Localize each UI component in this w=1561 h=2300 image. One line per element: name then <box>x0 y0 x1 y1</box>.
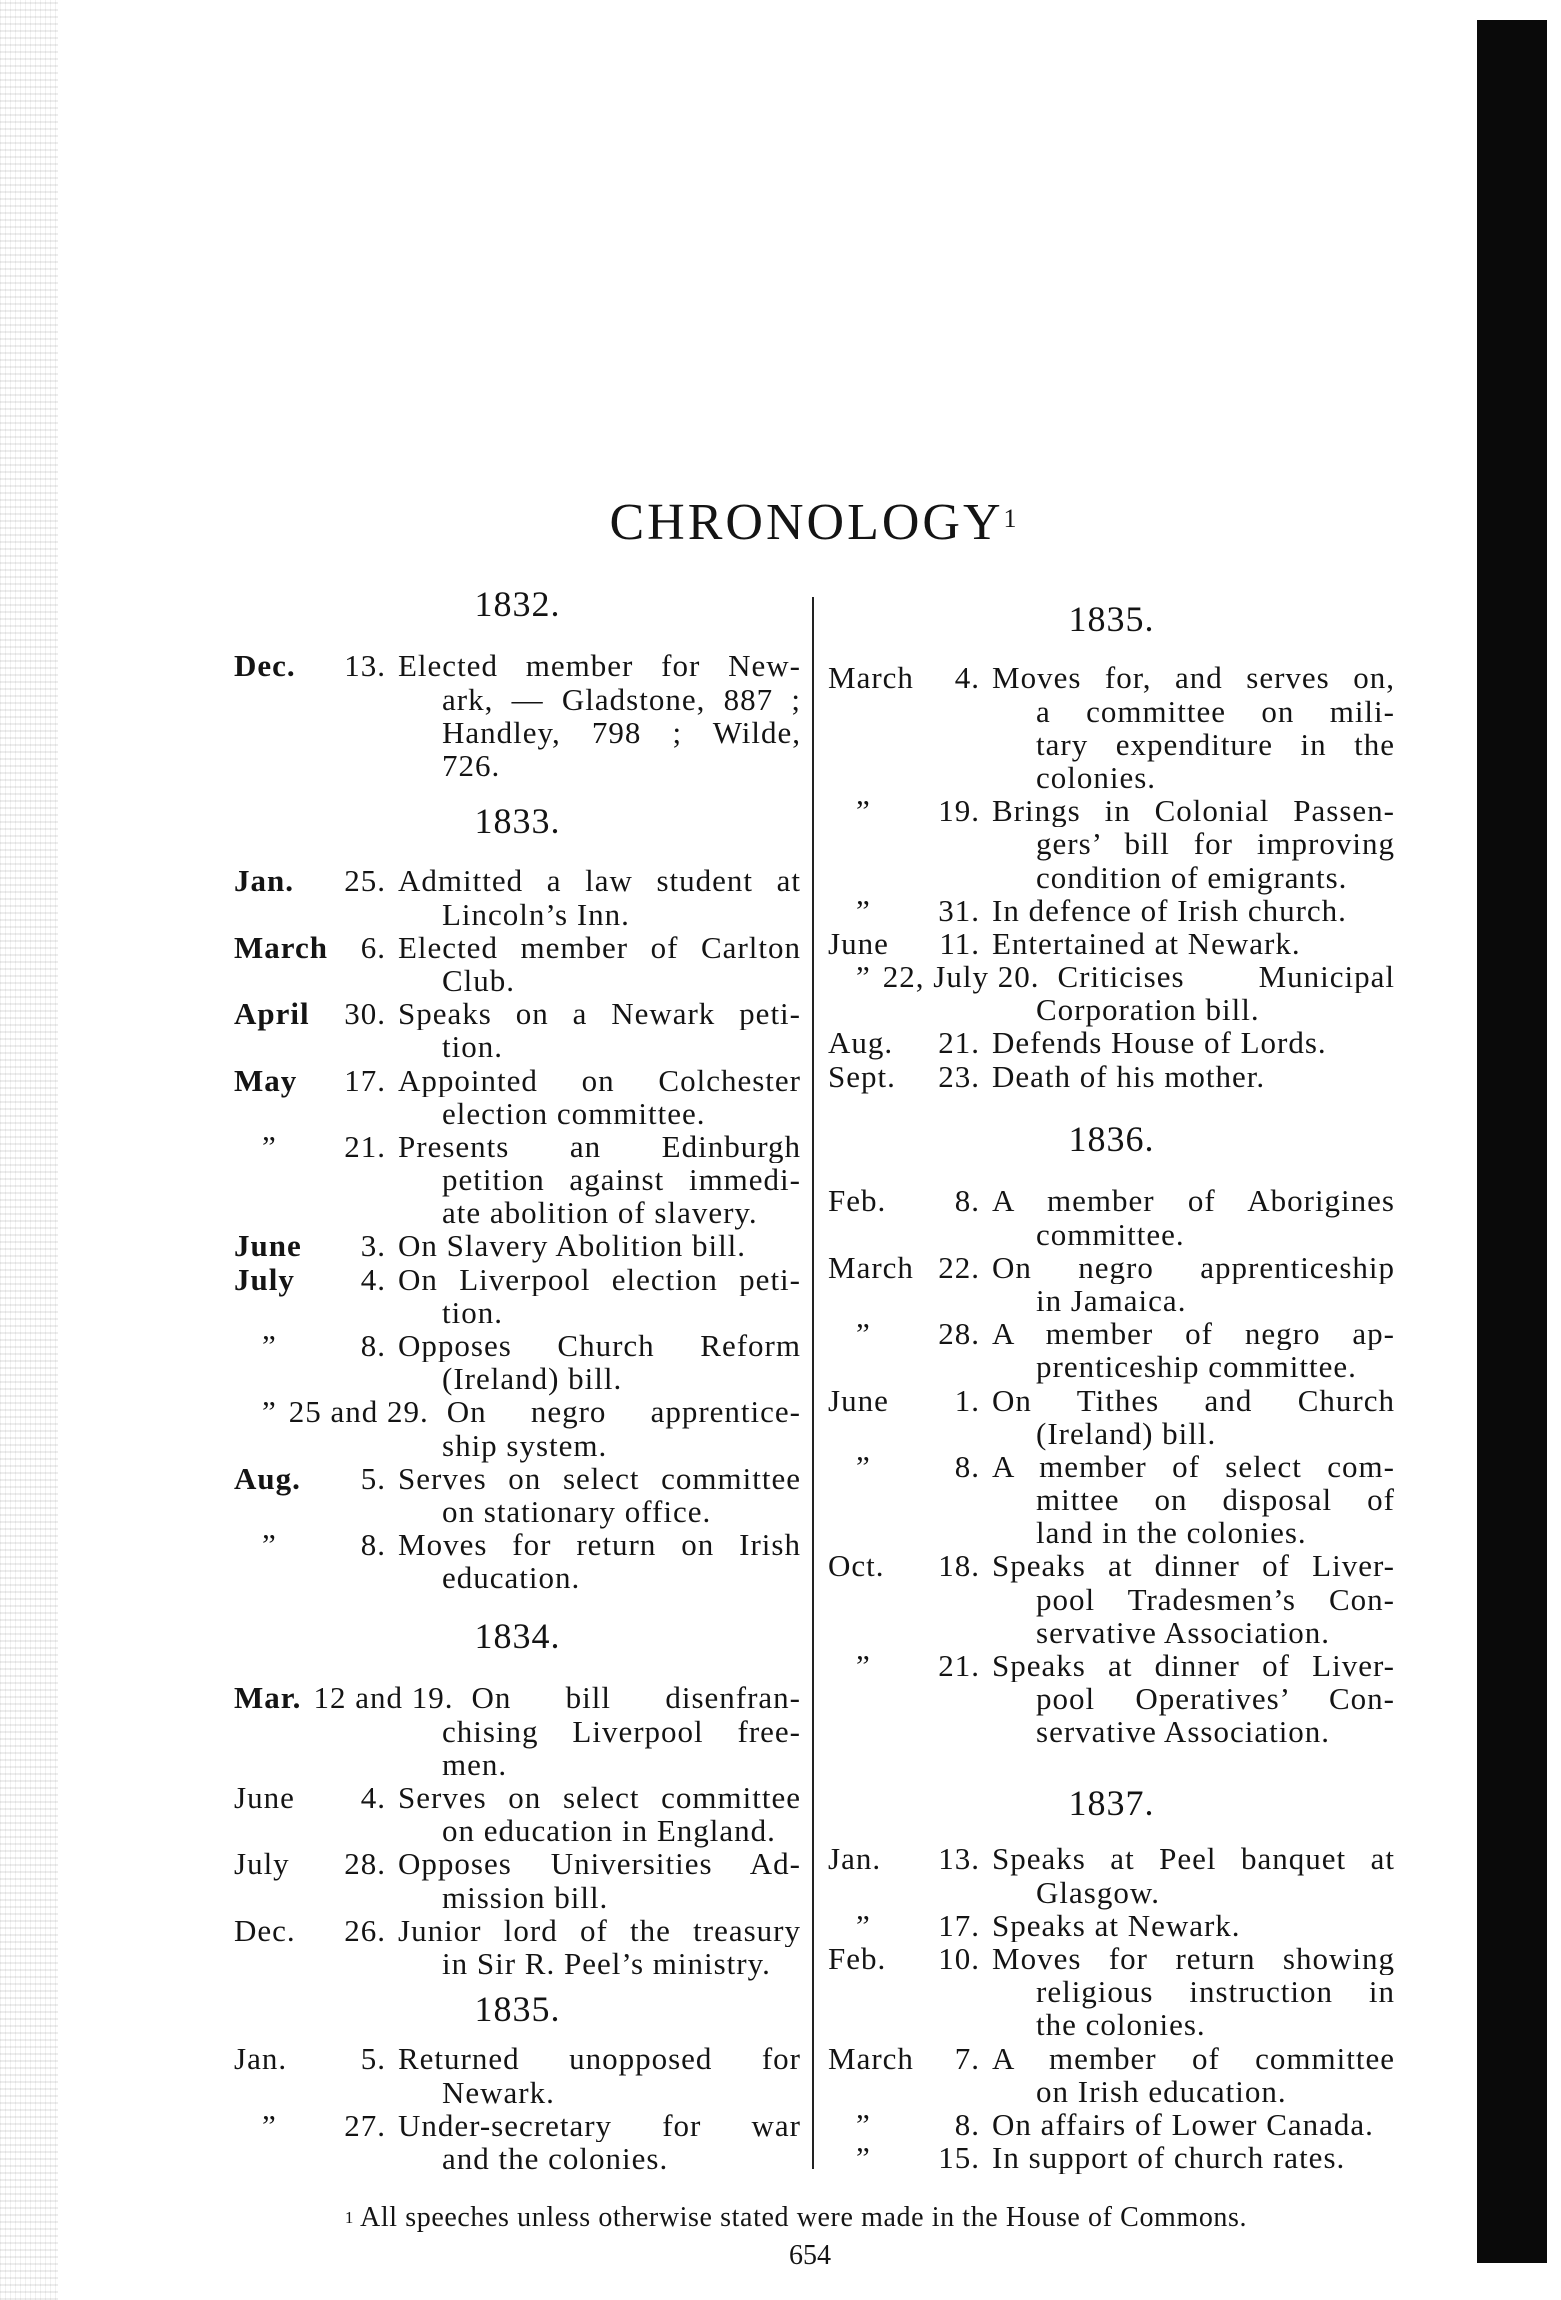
year-heading: 1835. <box>1068 599 1155 639</box>
entry-first-line <box>828 1450 1395 1483</box>
entry-text-continuation: servative Association. <box>1036 1714 1331 1750</box>
entry-list <box>234 2042 801 2175</box>
chronology-entry <box>828 1649 1395 1749</box>
entry-text: On bill disenfran- <box>471 1681 801 1715</box>
entry-list <box>234 649 801 782</box>
entry-day: 15. <box>938 2140 980 2176</box>
entry-month: Mar. <box>234 1680 302 1716</box>
entry-text-continuation: petition against immedi- <box>442 1162 801 1198</box>
chronology-entry <box>828 894 1395 927</box>
entry-day: 19. <box>938 793 980 829</box>
entry-day: 8. <box>954 1448 980 1484</box>
entry-text: On negro apprenticeship <box>992 1250 1395 1284</box>
entry-day: 8. <box>360 1328 386 1364</box>
entry-day: 13. <box>938 1841 980 1877</box>
entry-first-line <box>828 960 1395 993</box>
chronology-entry <box>828 1026 1395 1059</box>
chronology-entry <box>234 1847 801 1913</box>
entry-text-continuation: the colonies. <box>1036 2007 1206 2043</box>
chronology-entry <box>828 1384 1395 1450</box>
entry-text: Moves for, and serves on, <box>992 661 1395 695</box>
entry-text-continuation: Newark. <box>442 2074 555 2110</box>
entry-day: 11. <box>939 925 980 961</box>
entry-text-continuation: religious instruction in <box>1036 1974 1395 2010</box>
chronology-entry <box>234 1462 801 1528</box>
entry-text: In defence of Irish church. <box>992 893 1347 927</box>
ditto-mark: ” <box>262 2107 277 2143</box>
chronology-entry <box>234 2109 801 2175</box>
chronology-entry <box>234 864 801 930</box>
entry-text: Speaks at dinner of Liver- <box>992 1649 1395 1683</box>
entry-first-line <box>828 1549 1395 1582</box>
entry-text-continuation: education. <box>442 1560 581 1596</box>
entry-list <box>828 1184 1395 1748</box>
entry-text: A member of select com- <box>992 1449 1395 1484</box>
chronology-entry <box>828 1909 1395 1942</box>
entry-day: 8. <box>360 1527 386 1563</box>
entry-text-continuation: election committee. <box>442 1095 706 1131</box>
ditto-mark: ” <box>856 793 871 829</box>
entry-text-continuation: condition of emigrants. <box>1036 859 1348 895</box>
chronology-entry <box>234 2042 801 2108</box>
entry-text: Speaks at dinner of Liver- <box>992 1549 1395 1583</box>
entry-text-continuation: Corporation bill. <box>1036 992 1260 1028</box>
entry-text: Presents an Edinburgh <box>398 1129 801 1164</box>
entry-day: 4. <box>360 1261 386 1297</box>
chronology-entry <box>234 1263 801 1329</box>
ditto-mark: ” <box>856 2106 871 2142</box>
entry-text: Entertained at Newark. <box>992 926 1301 961</box>
ditto-mark: ” <box>856 959 871 995</box>
page-title <box>0 490 1561 556</box>
entry-month: Aug. <box>828 1025 894 1061</box>
entry-month: June <box>234 1228 302 1264</box>
entry-day: 31. <box>938 892 980 928</box>
entry-text: Elected member of Carlton <box>398 930 801 964</box>
entry-text: Brings in Colonial Passen- <box>992 794 1395 828</box>
chronology-entry <box>828 1549 1395 1649</box>
entry-text: Junior lord of the treasury <box>398 1913 801 1947</box>
title-text: CHRONOLOGY <box>609 494 1004 551</box>
entry-first-line <box>234 1395 801 1428</box>
entry-month: March <box>828 1249 914 1285</box>
entry-text: Speaks at Peel banquet at <box>992 1842 1395 1876</box>
chronology-entry <box>234 1064 801 1130</box>
entry-text-continuation: (Ireland) bill. <box>1036 1415 1217 1451</box>
year-heading: 1832. <box>474 584 561 624</box>
ditto-mark: ” <box>856 1907 871 1943</box>
entry-text-continuation: on Irish education. <box>1036 2073 1287 2109</box>
entry-day: 6. <box>360 929 386 965</box>
entry-day: 25 and 29. <box>288 1394 429 1430</box>
entry-month: Jan. <box>234 863 294 899</box>
ditto-mark: ” <box>262 1328 277 1364</box>
ditto-mark: ” <box>262 1128 277 1164</box>
entry-first-line <box>234 1528 801 1561</box>
entry-first-line <box>234 1462 801 1495</box>
entry-text-continuation: men. <box>442 1746 508 1782</box>
entry-first-line <box>828 1384 1395 1417</box>
entry-day: 21. <box>938 1648 980 1684</box>
entry-first-line <box>828 794 1395 827</box>
entry-first-line <box>828 894 1395 927</box>
entry-text-continuation: Glasgow. <box>1036 1874 1160 1910</box>
entry-text-continuation: ate abolition of slavery. <box>442 1195 758 1231</box>
ditto-mark: ” <box>856 1316 871 1352</box>
entry-text-continuation: on education in England. <box>442 1813 776 1849</box>
entry-month: May <box>234 1062 298 1098</box>
entry-text-continuation: tion. <box>442 1029 503 1065</box>
entry-text: Elected member for New- <box>398 649 801 683</box>
entry-text: A member of committee <box>992 2041 1395 2075</box>
ditto-mark: ” <box>262 1527 277 1563</box>
entry-day: 21. <box>938 1025 980 1061</box>
entry-first-line <box>234 1263 801 1296</box>
entry-month: June <box>828 1382 889 1418</box>
chronology-entry <box>234 1229 801 1262</box>
entry-first-line <box>828 661 1395 694</box>
entry-month: April <box>234 996 310 1032</box>
entry-text-continuation: land in the colonies. <box>1036 1515 1307 1551</box>
entry-text: On Liverpool election peti- <box>398 1262 801 1296</box>
chronology-entry <box>828 960 1395 1026</box>
entry-day: 12 and 19. <box>313 1680 454 1716</box>
entry-day: 5. <box>360 1460 386 1496</box>
entry-text: Death of his mother. <box>992 1059 1266 1093</box>
entry-day: 27. <box>344 2107 386 2143</box>
entry-text-continuation: 726. <box>442 747 501 783</box>
chronology-entry <box>234 1395 801 1461</box>
entry-first-line <box>234 931 801 964</box>
chronology-entry <box>828 1842 1395 1908</box>
entry-text-continuation: mission bill. <box>442 1879 609 1915</box>
entry-text-continuation: tary expenditure in the <box>1036 726 1395 762</box>
entry-month: March <box>828 660 914 696</box>
chronology-entry <box>828 2108 1395 2141</box>
entry-month: March <box>234 929 328 965</box>
entry-text-continuation: prenticeship committee. <box>1036 1349 1357 1385</box>
ditto-mark: ” <box>262 1394 277 1430</box>
entry-first-line <box>234 1130 801 1163</box>
entry-list <box>234 864 801 1594</box>
entry-first-line <box>828 2042 1395 2075</box>
chronology-entry <box>828 2141 1395 2174</box>
entry-day: 22, July 20. <box>882 959 1040 995</box>
entry-month: Feb. <box>828 1183 887 1219</box>
entry-text-continuation: ark, — Gladstone, 887 ; <box>442 681 801 717</box>
footnote-text: All speeches unless otherwise stated were made in the House of Commons. <box>360 2202 1248 2233</box>
entry-first-line <box>828 1026 1395 1059</box>
entry-first-line <box>828 1251 1395 1284</box>
entry-text-continuation: mittee on disposal of <box>1036 1482 1395 1518</box>
entry-day: 3. <box>360 1228 386 1264</box>
entry-text-continuation: in Jamaica. <box>1036 1282 1187 1318</box>
entry-first-line <box>828 2141 1395 2174</box>
entry-first-line <box>828 927 1395 960</box>
title-footnote-mark: 1 <box>1003 504 1017 533</box>
entry-text-continuation: and the colonies. <box>442 2140 669 2176</box>
ditto-mark: ” <box>856 2140 871 2176</box>
entry-first-line <box>234 2042 801 2075</box>
entry-text-continuation: gers’ bill for improving <box>1036 826 1395 862</box>
column-divider <box>812 597 814 2169</box>
entry-text: On Slavery Abolition bill. <box>398 1229 747 1263</box>
entry-first-line <box>828 2108 1395 2141</box>
chronology-entry <box>234 1528 801 1594</box>
entry-day: 18. <box>938 1548 980 1584</box>
entry-day: 21. <box>344 1128 386 1164</box>
entry-first-line <box>234 1781 801 1814</box>
entry-first-line <box>234 649 801 682</box>
entry-month: Sept. <box>828 1058 896 1094</box>
entry-first-line <box>234 1681 801 1714</box>
entry-day: 1. <box>954 1382 980 1418</box>
entry-first-line <box>234 1847 801 1880</box>
scan-edge-noise <box>0 0 58 2300</box>
chronology-entry <box>828 1184 1395 1250</box>
year-heading: 1834. <box>474 1616 561 1656</box>
entry-month: Jan. <box>828 1841 882 1877</box>
entry-text-continuation: pool Operatives’ Con- <box>1036 1681 1395 1717</box>
entry-text: Appointed on Colchester <box>398 1063 801 1097</box>
chronology-entry <box>828 1317 1395 1383</box>
entry-list <box>828 661 1395 1092</box>
year-heading: 1836. <box>1068 1119 1155 1159</box>
chronology-entry <box>828 1450 1395 1550</box>
entry-month: July <box>234 1261 295 1297</box>
entry-list <box>234 1681 801 1980</box>
entry-month: Oct. <box>828 1548 885 1584</box>
chronology-entry <box>828 1251 1395 1317</box>
entry-day: 28. <box>938 1316 980 1352</box>
entry-day: 4. <box>954 660 980 696</box>
chronology-entry <box>828 794 1395 894</box>
entry-text-continuation: Club. <box>442 962 516 998</box>
entry-text: Moves for return on Irish <box>398 1528 801 1562</box>
entry-text-continuation: a committee on mili- <box>1036 693 1395 729</box>
year-heading: 1837. <box>1068 1783 1155 1823</box>
entry-text-continuation: committee. <box>1036 1216 1185 1252</box>
entry-day: 8. <box>954 2106 980 2142</box>
entry-text-continuation: (Ireland) bill. <box>442 1361 623 1397</box>
entry-text: A member of negro ap- <box>992 1317 1395 1351</box>
entry-day: 28. <box>344 1846 386 1882</box>
entry-first-line <box>234 997 801 1030</box>
entry-month: Jan. <box>234 2041 288 2077</box>
chronology-entry <box>234 1781 801 1847</box>
entry-text: On affairs of Lower Canada. <box>992 2107 1374 2142</box>
entry-month: March <box>828 2040 914 2076</box>
entry-first-line <box>234 1229 801 1262</box>
entry-text-continuation: colonies. <box>1036 759 1157 795</box>
footnote <box>236 2200 1356 2236</box>
entry-text-continuation: ship system. <box>442 1427 608 1463</box>
chronology-entry <box>234 1329 801 1395</box>
ditto-mark: ” <box>856 1448 871 1484</box>
entry-day: 10. <box>938 1940 980 1976</box>
entry-first-line <box>234 1329 801 1362</box>
entry-first-line <box>828 1649 1395 1682</box>
entry-text-continuation: chising Liverpool free- <box>442 1713 801 1749</box>
chronology-entry <box>234 997 801 1063</box>
entry-text-continuation: Lincoln’s Inn. <box>442 896 630 932</box>
entry-text: Criticises Municipal <box>1057 960 1395 994</box>
entry-month: June <box>828 925 889 961</box>
entry-first-line <box>828 1317 1395 1350</box>
entry-first-line <box>234 2109 801 2142</box>
chronology-entry <box>828 927 1395 960</box>
entry-month: June <box>234 1779 295 1815</box>
entry-text: Under-secretary for war <box>398 2108 801 2142</box>
entry-day: 25. <box>344 863 386 899</box>
entry-text-continuation: pool Tradesmen’s Con- <box>1036 1581 1395 1617</box>
entry-text-continuation: Handley, 798 ; Wilde, <box>442 714 801 750</box>
chronology-entry <box>234 649 801 782</box>
entry-day: 13. <box>344 648 386 684</box>
entry-month: Dec. <box>234 1912 296 1948</box>
chronology-entry <box>828 1942 1395 2042</box>
entry-month: Aug. <box>234 1460 301 1496</box>
entry-text-continuation: in Sir R. Peel’s ministry. <box>442 1945 771 1981</box>
entry-text: Serves on select committee <box>398 1780 801 1815</box>
entry-text: Speaks at Newark. <box>992 1908 1241 1942</box>
entry-month: Dec. <box>234 648 296 684</box>
entry-text: Admitted a law student at <box>398 864 801 898</box>
entry-first-line <box>828 1184 1395 1217</box>
entry-day: 17. <box>938 1907 980 1943</box>
entry-day: 8. <box>954 1183 980 1219</box>
entry-text-continuation: servative Association. <box>1036 1614 1331 1650</box>
chronology-entry <box>828 661 1395 794</box>
entry-first-line <box>828 1942 1395 1975</box>
entry-text-continuation: on stationary office. <box>442 1493 712 1529</box>
entry-first-line <box>234 1064 801 1097</box>
scan-binding-shadow <box>1477 20 1547 2263</box>
entry-text: Opposes Universities Ad- <box>398 1847 801 1881</box>
entry-first-line <box>828 1842 1395 1875</box>
entry-first-line <box>828 1909 1395 1942</box>
entry-text: Moves for return showing <box>992 1941 1395 1976</box>
entry-text: Serves on select committee <box>398 1461 801 1495</box>
entry-first-line <box>234 864 801 897</box>
footnote-mark: 1 <box>344 2208 354 2227</box>
chronology-entry <box>828 2042 1395 2108</box>
entry-text: A member of Aborigines <box>992 1184 1395 1218</box>
entry-first-line <box>234 1914 801 1947</box>
entry-text-continuation: tion. <box>442 1294 503 1330</box>
chronology-entry <box>828 1060 1395 1093</box>
year-heading: 1835. <box>474 1989 561 2029</box>
chronology-entry <box>234 931 801 997</box>
entry-text: On negro apprentice- <box>446 1395 801 1429</box>
ditto-mark: ” <box>856 1648 871 1684</box>
entry-day: 26. <box>344 1912 386 1948</box>
entry-text: Speaks on a Newark peti- <box>398 997 801 1031</box>
entry-list <box>828 1842 1395 2174</box>
year-heading: 1833. <box>474 801 561 841</box>
entry-first-line <box>828 1060 1395 1093</box>
entry-day: 7. <box>954 2040 980 2076</box>
entry-text: Returned unopposed for <box>398 2042 801 2076</box>
entry-day: 30. <box>344 996 386 1032</box>
chronology-entry <box>234 1914 801 1980</box>
page-number: 654 <box>789 2240 831 2271</box>
entry-day: 4. <box>360 1779 386 1815</box>
entry-text: On Tithes and Church <box>992 1383 1395 1417</box>
entry-text: In support of church rates. <box>992 2141 1346 2175</box>
entry-month: July <box>234 1846 290 1882</box>
entry-day: 5. <box>360 2041 386 2077</box>
chronology-entry <box>234 1130 801 1230</box>
entry-day: 23. <box>938 1058 980 1094</box>
entry-text: Defends House of Lords. <box>992 1026 1327 1060</box>
entry-text: Opposes Church Reform <box>398 1329 801 1363</box>
entry-month: Feb. <box>828 1940 887 1976</box>
chronology-entry <box>234 1681 801 1781</box>
ditto-mark: ” <box>856 892 871 928</box>
entry-day: 22. <box>938 1249 980 1285</box>
entry-day: 17. <box>344 1062 386 1098</box>
